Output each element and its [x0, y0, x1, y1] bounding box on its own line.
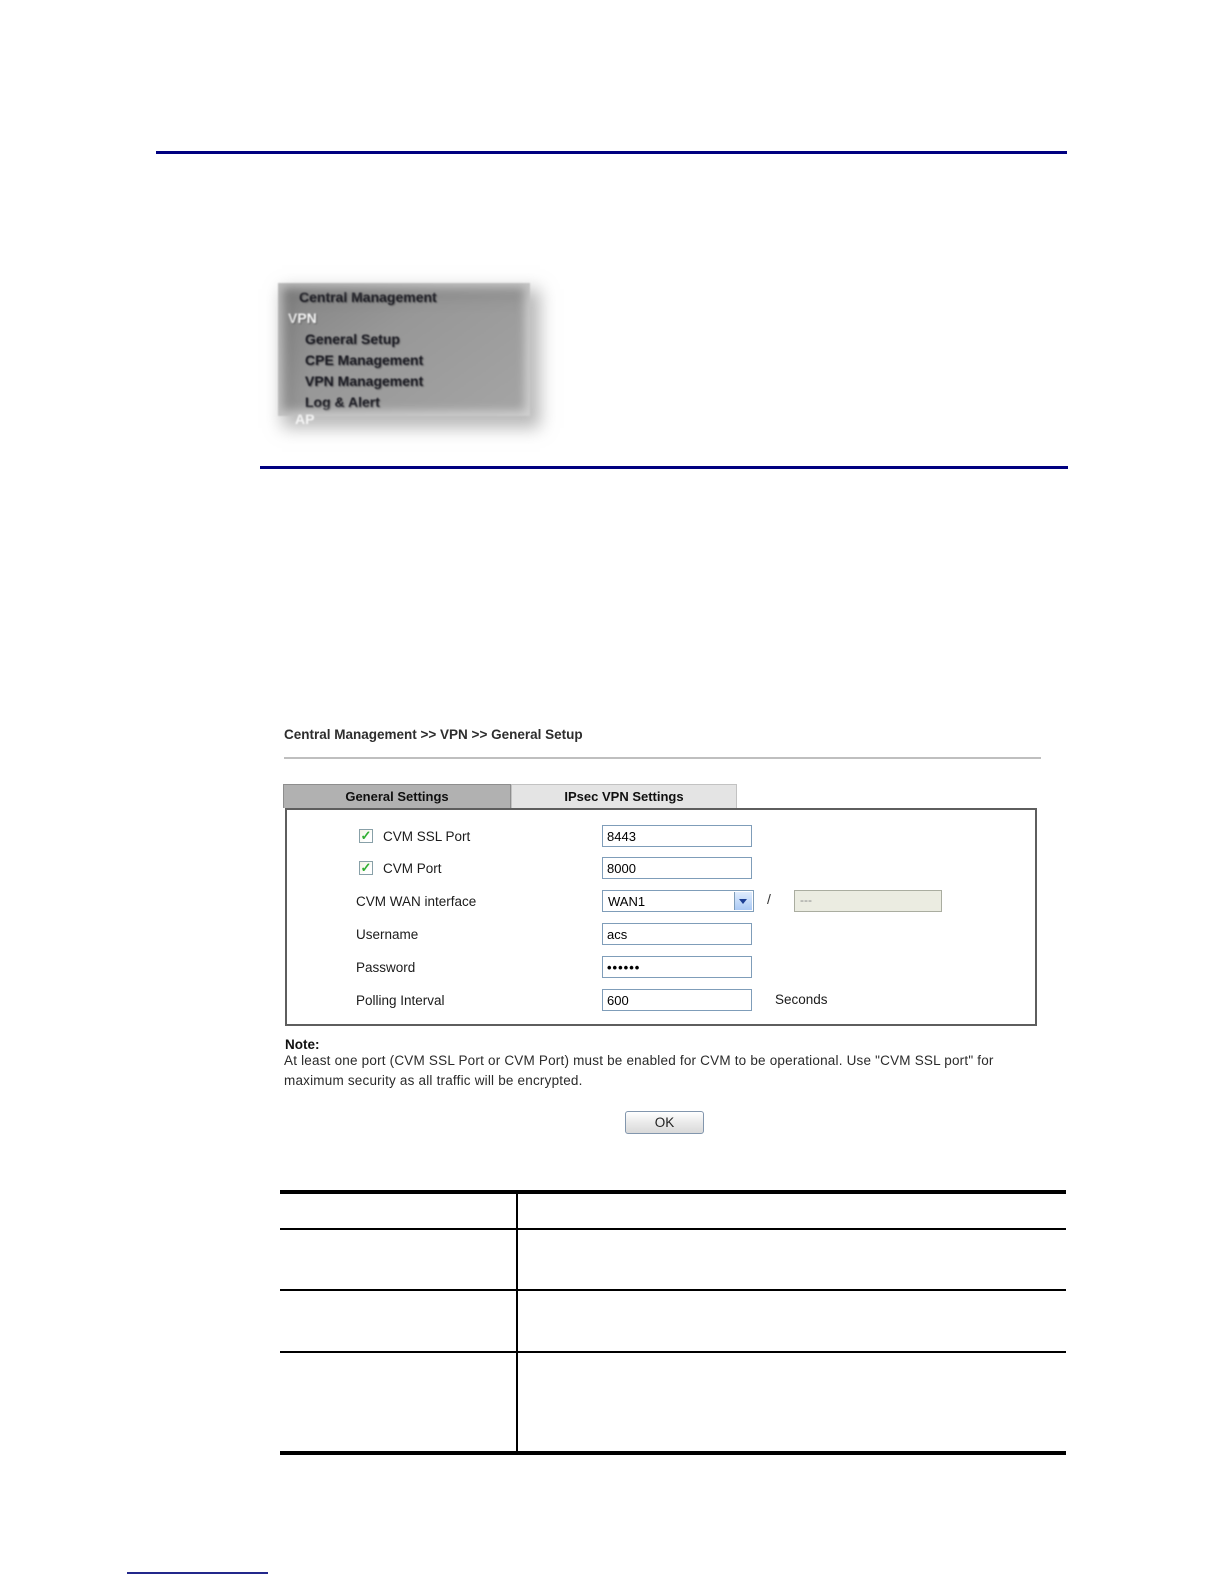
ok-button[interactable]: OK	[625, 1111, 704, 1134]
cvm-wan-interface-select[interactable]	[602, 890, 754, 912]
chevron-down-icon	[739, 899, 747, 904]
table-row	[280, 1291, 1066, 1353]
table-row	[280, 1230, 1066, 1291]
cvm-ssl-port-input[interactable]	[602, 825, 752, 847]
reference-table	[280, 1190, 1066, 1455]
password-label: Password	[356, 960, 416, 975]
cvm-wan-interface-value: WAN1	[608, 894, 646, 909]
footer-rule	[127, 1572, 268, 1574]
table-cell	[280, 1230, 518, 1289]
cvm-port-label: CVM Port	[383, 861, 442, 876]
wan-separator: /	[767, 891, 771, 907]
password-input[interactable]	[602, 956, 752, 978]
top-section-rule	[156, 151, 1067, 154]
username-input[interactable]	[602, 923, 752, 945]
table-cell	[518, 1353, 1066, 1451]
breadcrumb-divider	[284, 757, 1041, 759]
table-cell	[280, 1353, 518, 1451]
cvm-wan-interface-label: CVM WAN interface	[356, 894, 477, 909]
table-cell	[518, 1194, 1066, 1228]
wan-secondary-field: ---	[794, 890, 942, 912]
polling-interval-label: Polling Interval	[356, 993, 445, 1008]
note-text: At least one port (CVM SSL Port or CVM Port) must be enabled for CVM to be operational. Use "CVM SSL port" for maximum security as all traffic will be encrypted.	[284, 1053, 994, 1088]
tab-general-settings[interactable]: General Settings	[283, 784, 511, 808]
tab-ipsec-vpn-settings[interactable]: IPsec VPN Settings	[511, 784, 737, 808]
note-label: Note:	[285, 1037, 320, 1052]
cvm-port-input[interactable]	[602, 857, 752, 879]
cvm-ssl-port-checkbox[interactable]	[359, 829, 373, 843]
check-icon: ✓	[360, 860, 372, 875]
combo-button[interactable]	[734, 892, 752, 910]
check-icon: ✓	[360, 828, 372, 843]
table-row	[280, 1194, 1066, 1230]
table-cell	[280, 1291, 518, 1351]
menu-item-vpn-management[interactable]: VPN Management	[305, 373, 424, 389]
table-cell	[518, 1230, 1066, 1289]
nav-menu-screenshot	[278, 283, 530, 427]
cvm-ssl-port-label: CVM SSL Port	[383, 829, 471, 844]
breadcrumb: Central Management >> VPN >> General Setup	[284, 727, 583, 742]
polling-interval-unit: Seconds	[775, 992, 828, 1007]
menu-item-vpn[interactable]: VPN	[288, 310, 317, 326]
menu-item-general-setup[interactable]: General Setup	[305, 331, 400, 347]
menu-item-clipped-ap: AP	[295, 411, 315, 427]
menu-section-central-management[interactable]: Central Management	[299, 289, 437, 305]
table-cell	[518, 1291, 1066, 1351]
mid-section-rule	[260, 466, 1068, 469]
menu-item-cpe-management[interactable]: CPE Management	[305, 352, 424, 368]
polling-interval-input[interactable]	[602, 989, 752, 1011]
table-row	[280, 1353, 1066, 1451]
username-label: Username	[356, 927, 419, 942]
table-cell	[280, 1194, 518, 1228]
cvm-port-checkbox[interactable]	[359, 861, 373, 875]
menu-item-log-alert[interactable]: Log & Alert	[305, 394, 380, 410]
